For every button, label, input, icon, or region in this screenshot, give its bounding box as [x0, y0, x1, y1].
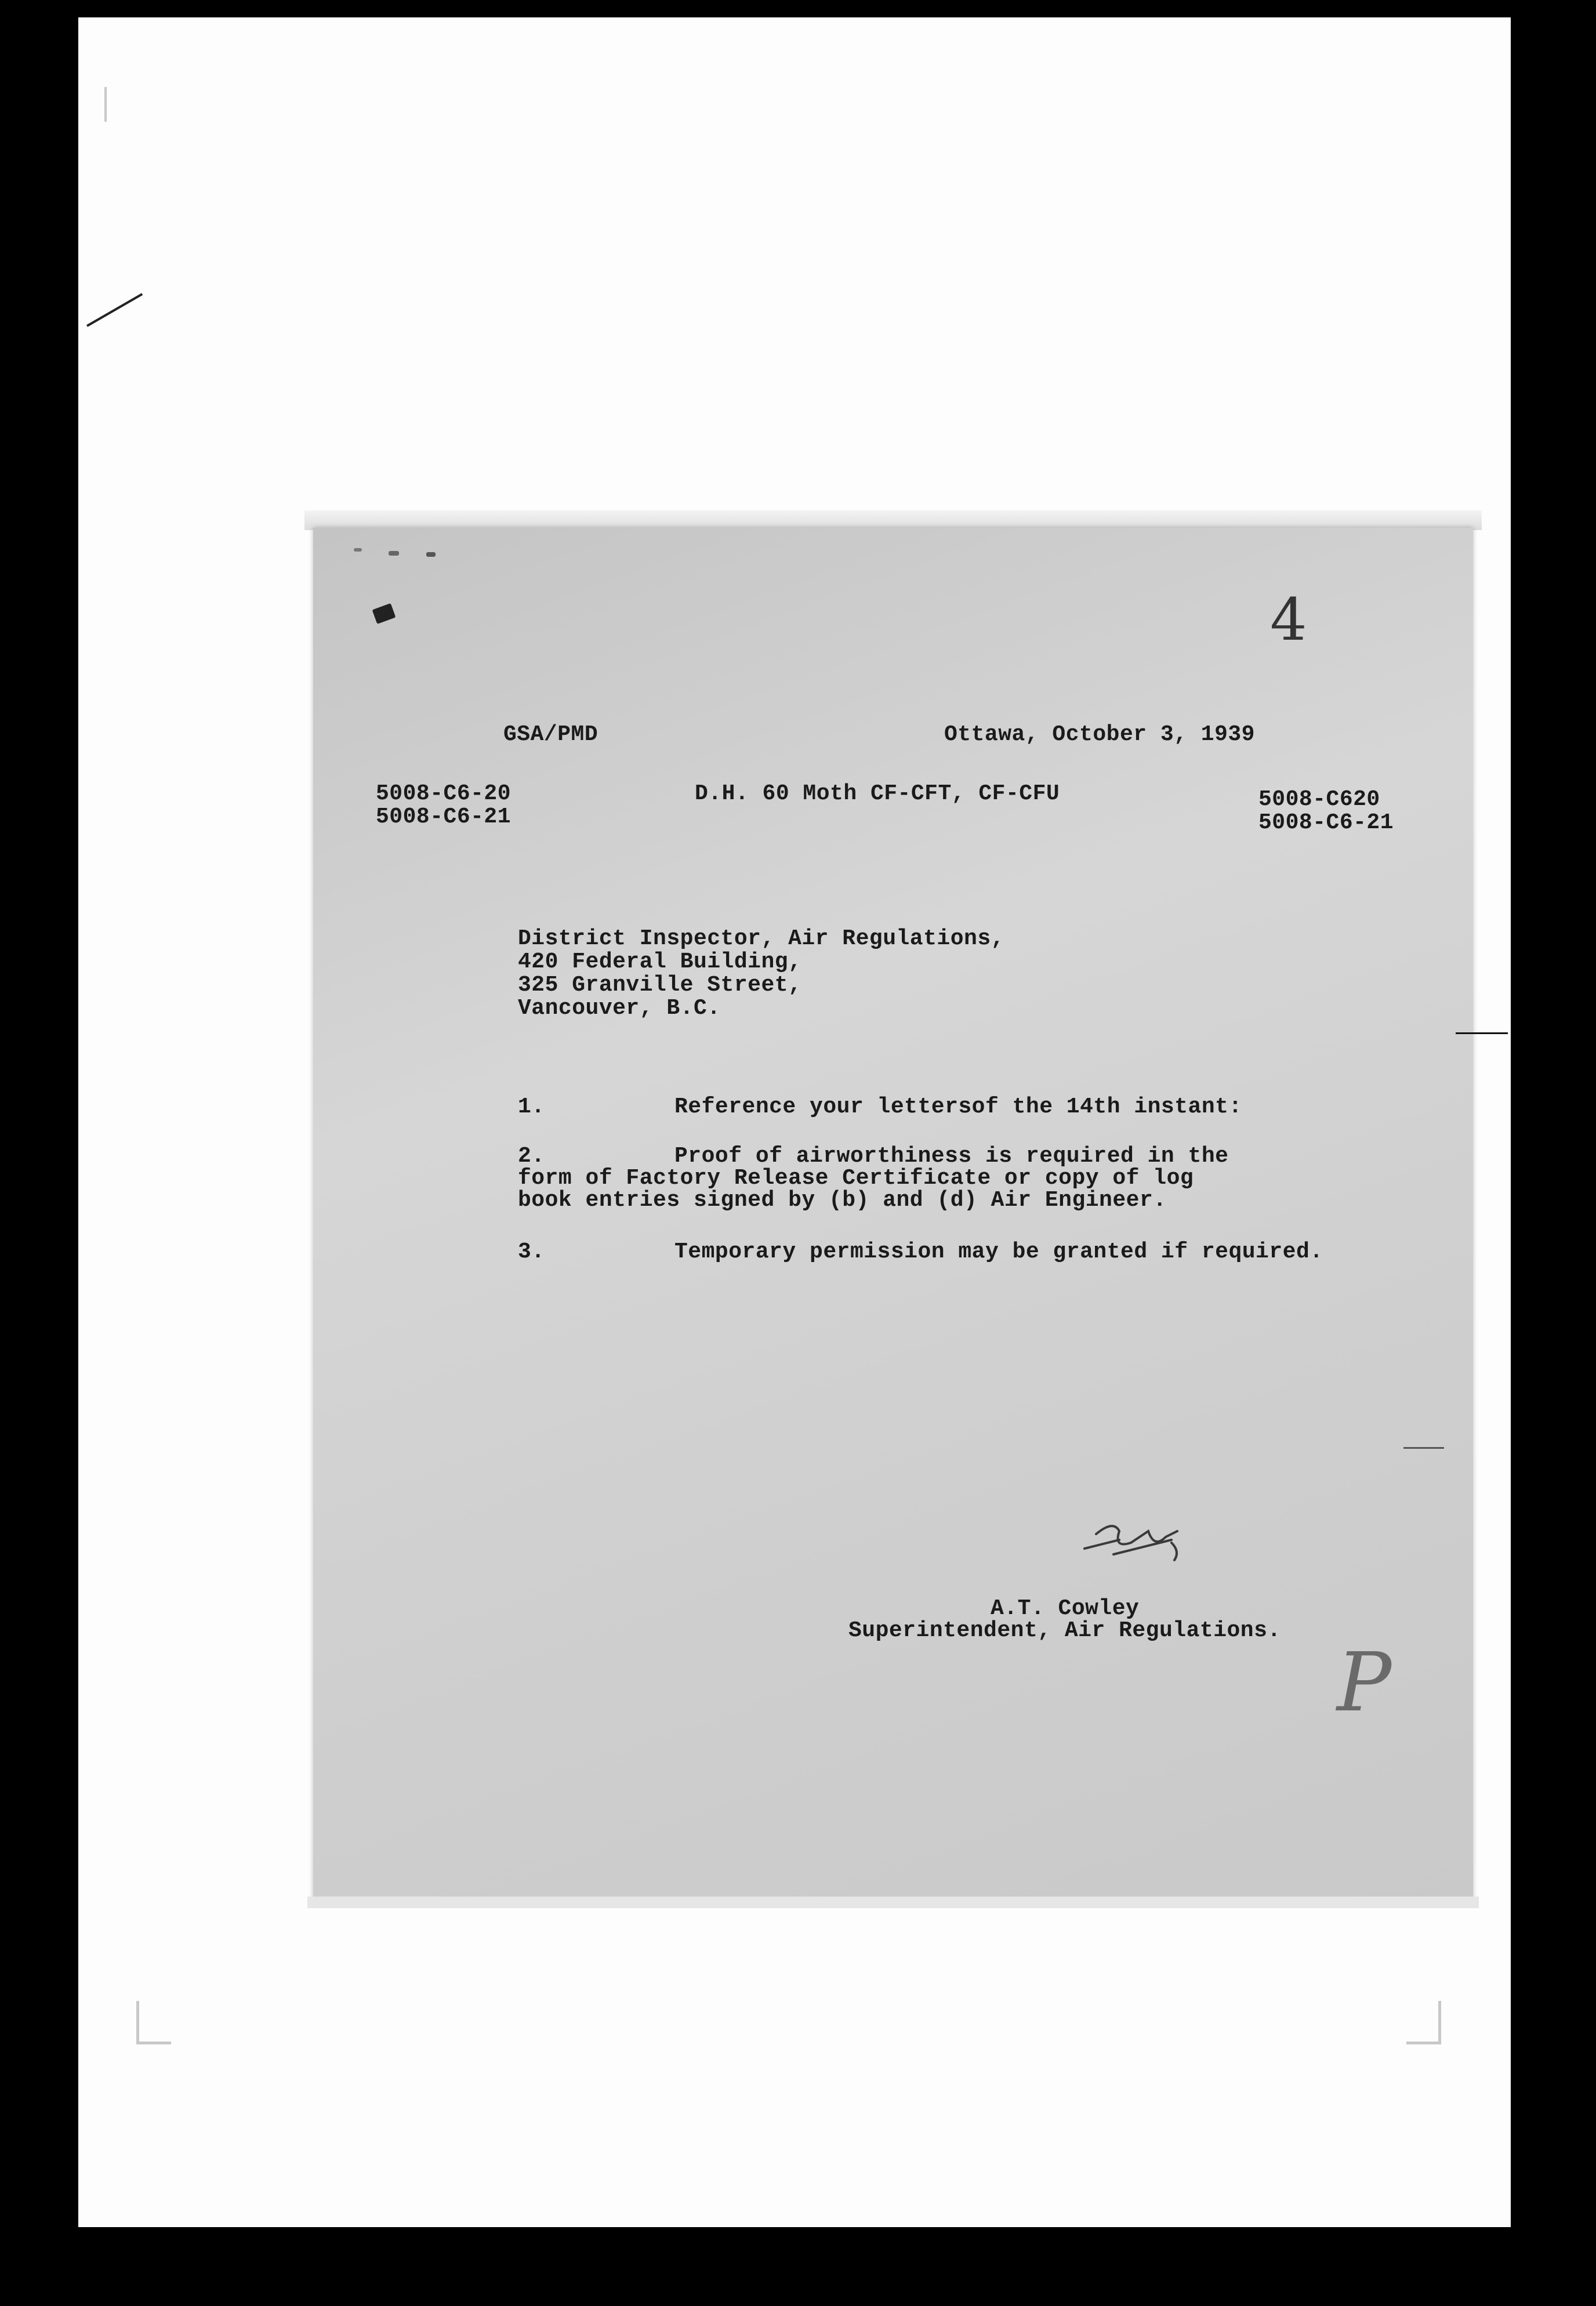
signer-title: Superintendent, Air Regulations.	[848, 1618, 1281, 1643]
paragraph-number: 1.	[518, 1094, 545, 1119]
ink-smudge	[389, 551, 399, 556]
reference-code: GSA/PMD	[503, 722, 598, 747]
ink-smudge	[426, 552, 436, 557]
paper-top-edge	[304, 510, 1482, 530]
paragraph-text: Temporary permission may be granted if required.	[674, 1239, 1323, 1264]
date-line: Ottawa, October 3, 1939	[944, 722, 1255, 747]
paragraph-text: book entries signed by (b) and (d) Air Engineer.	[518, 1188, 1167, 1213]
edge-mark	[1456, 1032, 1508, 1034]
letter-page	[313, 528, 1473, 1902]
paragraph-number: 3.	[518, 1239, 545, 1264]
paragraph-number: 2.	[518, 1144, 545, 1169]
paragraph-text: Reference your lettersof the 14th instant:	[674, 1094, 1242, 1119]
crop-mark-bottom-right	[1406, 2001, 1441, 2044]
handwritten-signature	[1079, 1508, 1206, 1578]
crop-mark-bottom-left	[136, 2001, 171, 2044]
recipient-line: 325 Granville Street,	[518, 973, 802, 998]
recipient-line: 420 Federal Building,	[518, 949, 802, 974]
file-number-left-2: 5008-C6-21	[376, 804, 512, 829]
file-number-right-2: 5008-C6-21	[1258, 810, 1394, 835]
signer-name: A.T. Cowley	[991, 1596, 1140, 1621]
file-number-right-1: 5008-C620	[1258, 787, 1380, 812]
recipient-line: District Inspector, Air Regulations,	[518, 926, 1004, 951]
paper-bottom-edge	[307, 1897, 1479, 1908]
recipient-line: Vancouver, B.C.	[518, 996, 721, 1021]
edge-mark	[1403, 1447, 1444, 1449]
subject-line: D.H. 60 Moth CF-CFT, CF-CFU	[695, 781, 1060, 806]
file-number-left-1: 5008-C6-20	[376, 781, 512, 806]
handwritten-page-number: 4	[1270, 586, 1307, 654]
ink-smudge	[354, 548, 362, 552]
paragraph-text: form of Factory Release Certificate or copy of log	[518, 1166, 1194, 1191]
paragraph-text: Proof of airworthiness is required in the	[674, 1144, 1229, 1169]
crop-mark-top-left	[104, 87, 130, 122]
pencil-mark: P	[1337, 1636, 1392, 1730]
